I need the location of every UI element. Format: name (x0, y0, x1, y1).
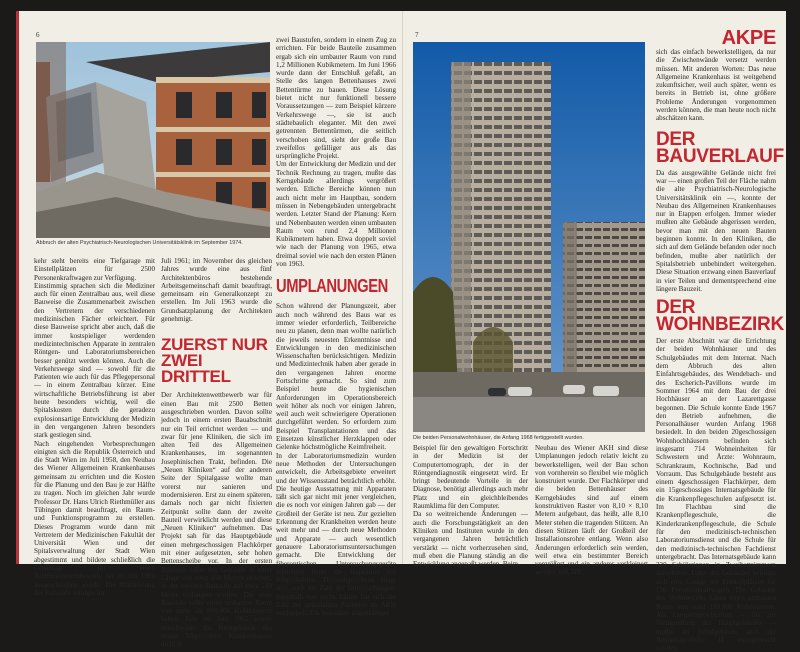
paragraph: Da das ausgewählte Gelände nicht frei war — einen großen Teil der Fläche nahm die alte Psychiatrisch-Neurologische Universitätsklinik ein —, konnte der Neubau des Allgemeinen Krankenhauses nur in Etappen erfolgen. Immer wieder mußten alte Gebäude abgerissen werden, bevor man mit den neuen Bauten beginnen konnte. In den Kliniken, die sich auf dem Gelände befanden oder noch befinden, mußte aber natürlich der Spitalsbetrieb unbehindert weitergehen. Diese Situation erzwang einen Bauverlauf in vier Teilen und dementsprechend eine längere Bauzeit. (656, 168, 776, 293)
photo-caption-left: Abbruch der alten Psychiatrisch-Neurologischen Universitätsklinik im September 1974. (36, 240, 243, 246)
paragraph: Neubau des Wiener AKH sind diese Umplanungen jedoch relativ leicht zu bewerkstelligen, weil der Bau schon von vornherein so flexibel wie möglich konstruiert wurde. Der Flachkörper und die beiden Bettenhäuser des Kerngebäudes sind auf einem konstruktiven Raster von 8,10 × 8,10 Metern aufgebaut, das heißt, alle 8,10 Meter stehen die tragenden Stützen. An diesen Stützen läuft der Großteil der Installationsrohre entlang. Wenn also Änderungen erforderlich sein werden, weil etwa ein bestimmter Bereich vergrößert und ein anderer verkleinert werden soll, läßt (535, 444, 648, 577)
heading-line: ZUERST NUR (161, 335, 268, 355)
heading-umplanungen: UMPLANUNGEN (276, 276, 388, 297)
heading-line: DER (656, 297, 696, 319)
paragraph: zwei Baustufen, sondern in einem Zug zu errichten. Für beide Bauteile zusammen ergab sich ein umbauter Raum von rund 1,2 Millionen Kubikmetern. Im Juni 1966 wurde dann der Entschluß gefaßt, an Stelle des langen Bettenhauses zwei Bettentürme zu bauen. Diese Lösung bietet nicht nur funktionell bessere Voraussetzungen — zum Beispiel kürzere Verkehrswege —, sie ist auch städtebaulich eleganter. Mit den zwei getrennten Bettentürmen, die seitlich verschoben sind, sieht der große Bau zweifellos gefälliger aus als das ursprüngliche Projekt. (276, 36, 396, 161)
heading-line: BAUVERLAUF (656, 145, 784, 167)
photo-caption-right: Die beiden Personalwohnhäuser, die Anfang 1968 fertiggestellt wurden. (413, 435, 584, 441)
paragraph: Beispiel für den gewaltigen Fortschritt in der Medizin ist der Computertomograph, der in der Röntgendiagnostik eingesetzt wird. Er bringt bedeutende Vorteile in der Diagnose, benötigt allerdings auch mehr Platz und ein gleichbleibendes Raumklima für den Computer. (413, 444, 528, 511)
text-column-right-1 (413, 444, 528, 568)
paragraph: kehr steht bereits eine Tiefgarage mit Einstellplätzen für 2500 Personenkraftwagen zur Verfügung. (34, 257, 155, 282)
heading-line: WOHNBEZIRK (656, 314, 784, 336)
heading-line: ZWEI DRITTEL (161, 351, 231, 387)
heading-line: DER (656, 128, 696, 150)
text-column-left-1 (34, 257, 155, 597)
paragraph: Nach eingehenden Vorbesprechungen einigten sich die Republik Österreich und die Stadt Wien im Juli 1958, den Neubau des Wiener Allgemeinen Krankenhauses gemeinsam zu errichten und die Kosten für die Planung und den Bau je zur Hälfte zu tragen. Noch im gleichen Jahr wurde Professor Dr. Hans Ulrich Riethmüller aus Tübingen damit beauftragt, ein Raum- und Funktionsprogramm zu erstellen. Dieses Programm wurde dann mit Vertretern der Medizinischen Fakultät der Universität Wien und der Spitalsverwaltung der Stadt Wien abgestimmt und bildete schließlich die Grundlage für einen Architektenwettbewerb, der im Juli 1960 ausgeschrieben wurde. Die Prämiierung der Entwürfe erfolgte im (34, 439, 155, 597)
text-column-left-2 (161, 257, 272, 649)
text-column-right-2 (535, 444, 648, 577)
paragraph: Da so weitreichende Änderungen — auch die Forschungstätigkeit an den Kliniken und Instituten wurde in den vergangenen Jahren beträchtlich verstärkt — nicht vorherzusehen sind, muß eben die Planung ständig an die Entwicklung angepaßt werden. Beim (413, 510, 528, 569)
text-column-left-3 (276, 36, 396, 618)
demolition-photo (36, 42, 270, 238)
paragraph: Um der Entwicklung der Medizin und der Technik Rechnung zu tragen, mußte das Kerngebäude allerdings vergrößert werden. Etliche Bereiche können nun auch nicht mehr im Hauptbau, sondern müssen in Nebengebäuden untergebracht werden. Letzter Stand der Planung: Kern und Nebenbauten werden einen umbauten Raum von rund 2,4 Millionen Kubikmetern haben. Etwa doppelt soviel wie nach der Planung von 1965, etwa dreimal soviel wie nach den ersten Plänen von 1963. (276, 160, 396, 269)
paragraph: Einstimmig sprachen sich die Mediziner auch für einen Zentralbau aus, weil diese Bauweise die Zusammenarbeit zwischen den Vertretern der verschiedenen medizinischen Fächer erleichtert. Für diese Bauweise spricht aber auch, daß die immer kostspieliger werdenden medizintechnischen Apparate in zentralen Röntgen- und Laboratoriumsbereichen besser genützt werden können. Auch die Verkehrswege sind — sowohl für die Patienten wie auch für das Pflegepersonal — in einem Zentralbau kürzer. Eine wirtschaftliche Betriebsführung ist aber heute besonders wichtig, weil die Spitalskosten durch die geradezu explosionsartige Entwicklung der Medizin in den vergangenen Jahren besonders stark gestiegen sind. (34, 281, 155, 440)
paragraph: Juli 1961; im November des gleichen Jahres wurde eine aus fünf Architektenbüros bestehende Arbeitsgemeinschaft damit beauftragt, gemeinsam ein Generalkonzept zu erstellen. Im Juli 1963 wurde die Grundsatzplanung der Architekten genehmigt. (161, 257, 272, 324)
text-column-right-3 (656, 27, 784, 652)
heading-der-bauverlauf (656, 128, 784, 167)
staff-housing-photo (413, 42, 645, 432)
paragraph: Schon während der Planungszeit, aber auch noch während des Baus war es immer wieder erforderlich, Teilbereiche neu zu planen, denn man wollte natürlich die jeweils neuesten Erkenntnisse und Entwicklungen in den medizinischen Wissenschaften berücksichtigen. Medizin und Medizintechnik haben aber gerade in den vergangenen Jahren enorme Fortschritte gemacht. So sind zum Beispiel heute die hygienischen Anforderungen im Operationsbereich weit höher als noch vor einigen Jahren, weil auch weit schwierigere Operationen durchgeführt werden. So erfordern zum Beispiel Transplantationen und das Einsetzen künstlicher Herzklappen oder Gelenke höchstmögliche Keimfreiheit. (276, 302, 396, 452)
paragraph: Der erste Abschnitt war die Errichtung der beiden Wohnhäuser und des Schulgebäudes mit dem Internat. Nach dem Abbruch des alten Einfahrtsgebäudes, des Wendebach- und des Escherich-Pavillons wurde im Sommer 1964 mit dem Bau der drei Hochhäuser an der Lazarettgasse begonnen. Die Schule konnte Ende 1967 den Betrieb aufnehmen, die Personalhäuser wurden Anfang 1968 besiedelt. In den beiden 20geschossigen Wohnhochhäusern befinden sich insgesamt 714 Wohneinheiten für Schwestern und Ärzte: Wohnraum, Schrankraum, Kochnische, Bad und Vorraum. Das Schulgebäude besteht aus einem 4geschossigen Flachkörper, dem ein 15geschossiges Internatsgebäude für die Krankenpflegeschulen aufgesetzt ist. Im Flachbau sind die Krankenpflegeschule, die Kinderkrankenpflegeschule, die Schule für den medizinisch-technischen Laboratoriumsdienst und die Schule für den medizinisch-technischen Fachdienst untergebracht. Das Internatsgebäude kann 320 Schülerinnen in Zweibettzimmern aufnehmen. Unter den Gebäuden befindet sich eine Garage mit Einstellplätzen für 150 Personenkraftwagen. Die Gebäude des Wohnbezirks haben einen umbauten Raum von rund 180.000 Kubikmetern. Als Langzeitprovisorium — bis zur Fertigstellung des Hauptgebäudes — mußte im Schulgebäude auch die Anstaltsapotheke II untergebracht werden. (656, 337, 776, 652)
heading-der-wohnbezirk (656, 297, 784, 336)
heading-zuerst-nur-zwei-drittel (161, 337, 272, 385)
paragraph: In der Laboratoriumsmedizin wurden neue Methoden der Untersuchungen entwickelt, die Arbeitsgebiete erweitert und der Wissensstand beträchtlich erhöht. Die heutige Ausstattung mit Apparaten läßt sich gar nicht mit jener vergleichen, die es noch vor einigen Jahren gab — der Großteil der Geräte ist neu. Zur gezielten Erkennung der Krankheiten werden heute weit mehr und — durch neue Methoden und Apparate — auch wesentlich genauere Laboratoriumsuntersuchungen gemacht. Die Entwicklung der fiberoptischen Untersuchungsgeräte erleichtert heute die Inspektion der Körperhöhlen. Dementsprechend steigt aber auch die Zahl der Untersuchungen. Innerhalb von sechs Jahren hat sich die Zahl der ambulanten Patienten im AKH verdoppelt. Ein besonders augenfälliges (276, 451, 396, 618)
paragraph: sich das einfach bewerkstelligen, da nur die Zwischenwände versetzt werden müssen. Mit anderen Worten: Das neue Allgemeine Krankenhaus ist weitgehend zukunftsicher, weil auch später, wenn es bereits in Betrieb ist, ohne größere Probleme Änderungen vorgenommen werden können, die man heute noch nicht abschätzen kann. (656, 48, 776, 123)
heading-akpe: AKPE (721, 27, 776, 49)
paragraph: Der Architektenwettbewerb war für einen Bau mit 2500 Betten ausgeschrieben worden. Davon sollte jedoch in einem ersten Bauabschnitt nur ein Teil errichtet werden — und zwar für jene Kliniken, die sich im alten Teil des Allgemeinen Krankenhauses, im sogenannten Josephinischen Trakt, befinden. Die „Neuen Kliniken“ auf der anderen Seite der Spitalgasse wollte man vorerst nur sanieren und modernisieren. Erst zu einem späteren, damals noch gar nicht fixierten Zeitpunkt sollte dann der zweite Bauteil verwirklicht werden und diese „Neuen Kliniken“ aufnehmen. Das Projekt sah für das Hauptgebäude einen mehrgeschossigen Flachkörper mit einer aufgesetzten, sehr hohen Bettenscheibe vor. In der ersten Baustufe sollte das Gebäude in einer Länge von etwa 160 Metern errichtet, in der zweiten Baustufe auf etwa 240 Meter verlängert werden. Die erste Baustufe sollte einen umbauten Raum von mehr als 800.000 Kubikmetern haben. Erst im Juni 1965 wurde entschieden, das Kerngebäude des neuen Allgemeinen Krankenhauses nicht in (161, 391, 272, 649)
page-number-right: 7 (415, 31, 419, 39)
page-number-left: 6 (36, 31, 40, 39)
